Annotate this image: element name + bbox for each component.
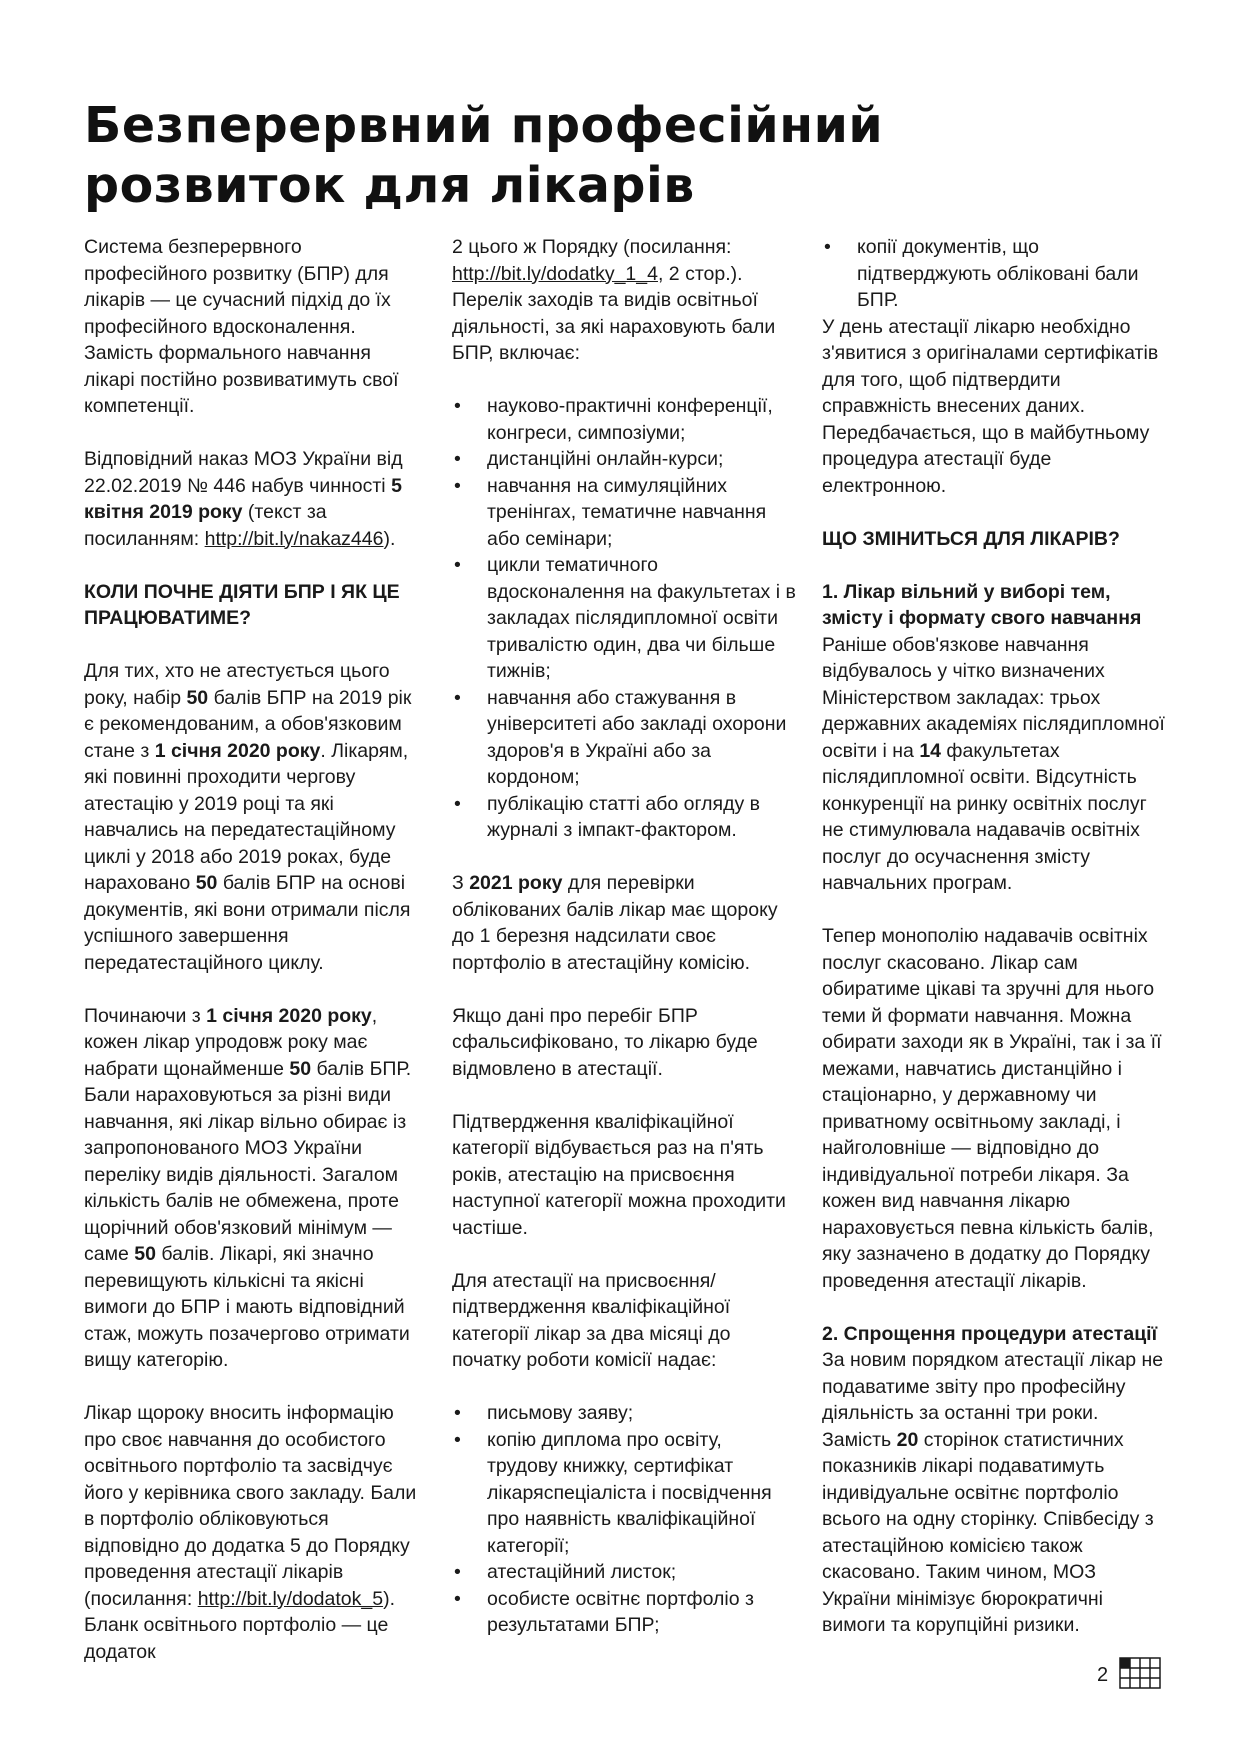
documents-list (452, 1400, 797, 1639)
list-item: • копії документів, що підтверджують обліковані бали БПР. (822, 234, 1167, 314)
column-2 (452, 234, 797, 1665)
activities-list (452, 393, 797, 844)
list-item: • письмову заяву; (452, 1400, 797, 1427)
paragraph-previously: Раніше обов'язкове навчання відбувалось у чітко визначених Міністерством закладах: трьох державних академіях післядипломної освіти і на 14 факультетах післядипломної освіти. Відсутність конкуренції на ринку освітніх послуг не стимулювала надавачів освітніх послуг до осучаснення змісту навчальних програм. (822, 633, 1165, 894)
list-item: • дистанційні онлайн-курси; (452, 446, 797, 473)
paragraph-rec-points: Для тих, хто не атестується цього року, набір 50 балів БПР на 2019 рік є рекомендованим, а обов'язковим стане з 1 січня 2020 року. Лікарям, які повинні проходити чергову атестацію у 2019 році та які навчались на передатестаційному циклі у 2018 або 2019 роках, буде нараховано 50 балів БПР на основі документів, які вони отримали після успішного завершення передатестаційного циклу. (84, 660, 412, 974)
paragraph-confirmation: Підтвердження кваліфікаційної категорії відбувається раз на п'ять років, атестацію на присвоєння наступної категорії можна проходити частіше. (452, 1110, 786, 1239)
paragraph-monopoly: Тепер монополію надавачів освітніх послуг скасовано. Лікар сам обиратиме цікаві та зручні для нього теми й формати навчання. Можна обирати заходи як в Україні, так і за її межами, навчатись дистанційно і стаціонарно, у державному чи приватному освітньому закладі, і найголовніше — відповідно до індивідуальної потреби лікаря. За кожен вид навчання лікарю нараховується певна кількість балів, яку зазначено в додатку до Порядку проведення атестації лікарів. (822, 925, 1162, 1292)
list-item: • навчання або стажування в університеті або закладі охорони здоров'я в Україні або за кордоном; (452, 685, 797, 791)
dodatok-5-link[interactable]: http://bit.ly/dodatok_5 (197, 1587, 384, 1610)
list-item: • копію диплома про освіту, трудову книжку, сертифікат лікаряспеціаліста і посвідчення про наявність кваліфікаційної категорії; (452, 1427, 797, 1560)
documents-list-continued (822, 234, 1167, 314)
paragraph-new-procedure: За новим порядком атестації лікар не подаватиме звіту про професійну діяльність за останні три роки. Замість 20 сторінок статистичних показників лікарі подаватимуть індивідуальне освітнє портфоліо всього на одну сторінку. Співбесіду з атестаційною комісією також скасовано. Таким чином, МОЗ України мінімізує бюрократичні вимоги та корупційні ризики. (822, 1349, 1164, 1636)
dodatky-link[interactable]: http://bit.ly/dodatky_1_4 (452, 262, 658, 285)
list-item: • атестаційний листок; (452, 1559, 797, 1586)
page-number: 2 (1097, 1664, 1109, 1686)
page-title: Безперервний професійний розвиток для лікарів (84, 97, 884, 214)
paragraph-activities-intro: 2 цього ж Порядку (посилання: http://bit.ly/dodatky_1_4, 2 стор.). Перелік заходів та видів освітньої діяльності, за які нараховують бали БПР, включає: (452, 236, 776, 364)
section-heading-when: КОЛИ ПОЧНЕ ДІЯТИ БПР І ЯК ЦЕ ПРАЦЮВАТИМЕ? (84, 580, 400, 629)
list-item: • науково-практичні конференції, конгреси, симпозіуми; (452, 393, 797, 446)
paragraph-documents-intro: Для атестації на присвоєння/підтвердження кваліфікаційної категорії лікар за два місяці до початку роботи комісії надає: (452, 1269, 731, 1371)
column-1 (84, 234, 424, 1692)
paragraph-attestation-day: У день атестації лікарю необхідно з'явитися з оригіналами сертифікатів для того, щоб підтвердити справжність внесених даних. Передбачається, що в майбутньому процедура атестації буде електронною. (822, 315, 1159, 497)
nakaz-link[interactable]: http://bit.ly/nakaz446 (204, 527, 384, 550)
paragraph-falsified: Якщо дані про перебіг БПР сфальсифіковано, то лікарю буде відмовлено в атестації. (452, 1004, 758, 1080)
column-3 (822, 234, 1167, 1665)
section-heading-changes: ЩО ЗМІНИТЬСЯ ДЛЯ ЛІКАРІВ? (822, 527, 1120, 550)
order-paragraph: Відповідний наказ МОЗ України від 22.02.2019 № 446 набув чинності 5 квітня 2019 року (текст за посиланням: http://bit.ly/nakaz446). (84, 448, 403, 550)
list-item: • цикли тематичного вдосконалення на факультетах і в закладах післядипломної освіти тривалістю один, два чи більше тижнів; (452, 552, 797, 685)
subheading-simplification: 2. Спрощення процедури атестації (822, 1322, 1158, 1345)
grid-logo-icon (1119, 1657, 1161, 1689)
list-item: • публікацію статті або огляду в журналі з імпакт-фактором. (452, 791, 797, 844)
subheading-freedom: 1. Лікар вільний у виборі тем, змісту і формату свого навчання (822, 580, 1142, 629)
list-item: • особисте освітнє портфоліо з результатами БПР; (452, 1586, 797, 1639)
paragraph-2021: З 2021 року для перевірки облікованих балів лікар має щороку до 1 березня надсилати своє портфоліо в атестаційну комісію. (452, 872, 778, 974)
intro-paragraph: Система безперервного професійного розвитку (БПР) для лікарів — це сучасний підхід до їх професійного вдосконалення. Замість формального навчання лікарі постійно розвиватимуть свої компетенції. (84, 236, 399, 417)
list-item: • навчання на симуляційних тренінгах, тематичне навчання або семінари; (452, 473, 797, 553)
paragraph-2020: Починаючи з 1 січня 2020 року, кожен лікар упродовж року має набрати щонайменше 50 балів БПР. Бали нараховуються за різні види навчання, які лікар вільно обирає із запропонованого МОЗ України переліку видів діяльності. Загалом кількість балів не обмежена, проте щорічний обов'язковий мінімум — саме 50 балів. Лікарі, які значно перевищують кількісні та якісні вимоги до БПР і мають відповідний стаж, можуть позачергово отримати вищу категорію. (84, 1004, 412, 1371)
paragraph-portfolio: Лікар щороку вносить інформацію про своє навчання до особистого освітнього портфоліо та засвідчує його у керівника свого закладу. Бали в портфоліо обліковуються відповідно до додатка 5 до Порядку проведення атестації лікарів (посилання: http://bit.ly/dodatok_5). Бланк освітнього портфоліо — це додаток (84, 1402, 417, 1663)
